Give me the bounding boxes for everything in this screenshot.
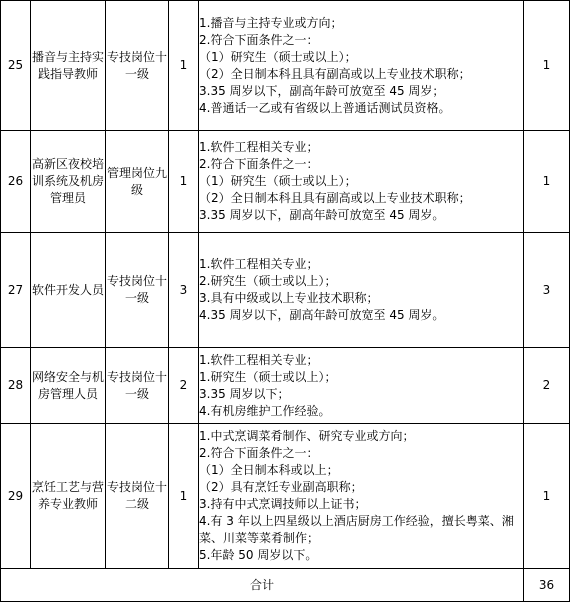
requirement-line: 2.符合下面条件之一： xyxy=(199,157,319,171)
position-level: 专技岗位十一级 xyxy=(106,233,169,348)
requirement-line: （2）全日制本科且具有副高或以上专业技术职称； xyxy=(199,191,471,205)
table-row xyxy=(1,348,570,424)
requirement-line: （2）全日制本科且具有副高或以上专业技术职称； xyxy=(199,66,471,81)
position-name: 烹饪工艺与营养专业教师 xyxy=(31,424,106,569)
requirement-line: 3.35 周岁以下； xyxy=(199,386,290,401)
requirement-line: 4.35 周岁以下，副高年龄可放宽至 45 周岁。 xyxy=(199,308,445,322)
position-count: 1 xyxy=(524,1,570,131)
row-number: 26 xyxy=(1,131,31,233)
position-level: 专技岗位十一级 xyxy=(106,1,169,131)
position-level: 管理岗位九级 xyxy=(106,131,169,233)
requirement-line: 3.具有中级或以上专业技术职称； xyxy=(199,291,379,305)
row-number: 29 xyxy=(1,424,31,569)
position-name: 播音与主持实践指导教师 xyxy=(31,1,106,131)
requirement-line: 3.35 周岁以下，副高年龄可放宽至 45 周岁。 xyxy=(199,208,445,222)
table-row xyxy=(1,1,570,131)
position-quota: 2 xyxy=(169,348,199,424)
requirement-line: 1.播音与主持专业或方向； xyxy=(199,15,343,30)
requirement-line: 1.软件工程相关专业； xyxy=(199,352,319,367)
requirement-line: 4.有机房维护工作经验。 xyxy=(199,403,331,418)
table-body xyxy=(1,1,570,602)
requirement-line: （2）具有烹饪专业副高职称； xyxy=(199,480,363,494)
position-name: 高新区夜校培训系统及机房管理员 xyxy=(31,131,106,233)
row-number: 28 xyxy=(1,348,31,424)
table-row xyxy=(1,424,570,569)
total-label: 合计 xyxy=(1,569,524,602)
position-count: 3 xyxy=(524,233,570,348)
requirement-line: （1）研究生（硕士或以上）； xyxy=(199,174,357,188)
position-level: 专技岗位十二级 xyxy=(106,424,169,569)
position-count: 1 xyxy=(524,424,570,569)
requirement-line: 1.软件工程相关专业； xyxy=(199,257,319,271)
requirement-line: 1.研究生（硕士或以上）； xyxy=(199,369,337,384)
position-requirements xyxy=(199,348,524,424)
position-requirements xyxy=(199,1,524,131)
row-number: 27 xyxy=(1,233,31,348)
row-number: 25 xyxy=(1,1,31,131)
position-quota: 3 xyxy=(169,233,199,348)
requirement-line: （1）全日制本科或以上； xyxy=(199,463,339,477)
position-name: 软件开发人员 xyxy=(31,233,106,348)
requirement-line: 3.35 周岁以下，副高年龄可放宽至 45 周岁； xyxy=(199,83,445,98)
position-requirements xyxy=(199,233,524,348)
requirement-line: 1.中式烹调菜肴制作、研究专业或方向； xyxy=(199,429,415,443)
table-row xyxy=(1,131,570,233)
total-row xyxy=(1,569,570,602)
position-count: 1 xyxy=(524,131,570,233)
requirement-line: 4.有 3 年以上四星级以上酒店厨房工作经验，擅长粤菜、湘菜、川菜等菜肴制作； xyxy=(199,514,514,545)
position-level: 专技岗位十一级 xyxy=(106,348,169,424)
position-quota: 1 xyxy=(169,1,199,131)
requirement-line: 4.普通话一乙或有省级以上普通话测试员资格。 xyxy=(199,100,451,115)
position-count: 2 xyxy=(524,348,570,424)
requirement-line: （1）研究生（硕士或以上）； xyxy=(199,49,357,64)
requirement-line: 5.年龄 50 周岁以下。 xyxy=(199,548,318,562)
requirement-line: 3.持有中式烹调技师以上证书； xyxy=(199,497,367,511)
position-name: 网络安全与机房管理人员 xyxy=(31,348,106,424)
table-row xyxy=(1,233,570,348)
position-requirements xyxy=(199,424,524,569)
requirement-line: 2.符合下面条件之一： xyxy=(199,32,319,47)
total-count: 36 xyxy=(524,569,570,602)
requirement-line: 2.研究生（硕士或以上）； xyxy=(199,274,337,288)
position-requirements xyxy=(199,131,524,233)
position-quota: 1 xyxy=(169,424,199,569)
position-quota: 1 xyxy=(169,131,199,233)
requirement-line: 1.软件工程相关专业； xyxy=(199,140,319,154)
requirement-line: 2.符合下面条件之一： xyxy=(199,446,319,460)
